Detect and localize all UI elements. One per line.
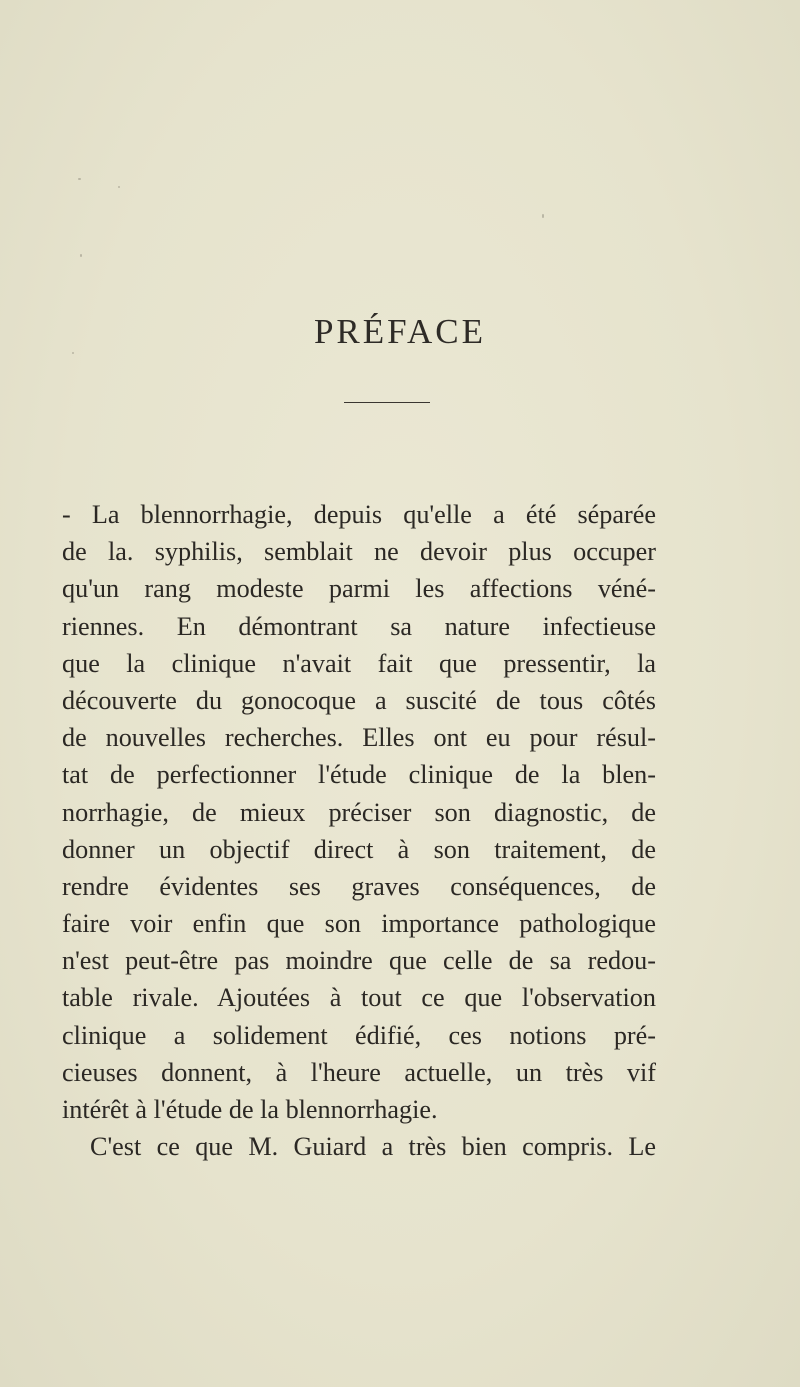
- page-title: PRÉFACE: [313, 312, 487, 351]
- text-line: cieuses donnent, à l'heure actuelle, un très vif: [62, 1057, 656, 1087]
- text-line: clinique a solidement édifié, ces notions pré-: [62, 1020, 656, 1050]
- text-line: qu'un rang modeste parmi les affections véné-: [62, 574, 656, 604]
- text-line: table rivale. Ajoutées à tout ce que l'observation: [62, 983, 656, 1013]
- paper-speck: [542, 214, 544, 218]
- text-line: de la. syphilis, semblait ne devoir plus occuper: [62, 537, 656, 567]
- text-line: de nouvelles recherches. Elles ont eu pour résul-: [62, 723, 656, 753]
- text-line: n'est peut-être pas moindre que celle de sa redou-: [62, 946, 656, 976]
- text-line: norrhagie, de mieux préciser son diagnostic, de: [62, 797, 656, 827]
- text-line: que la clinique n'avait fait que pressentir, la: [62, 648, 656, 678]
- paper-speck: [118, 186, 120, 188]
- paper-speck: [80, 254, 82, 257]
- text-line: donner un objectif direct à son traitement, de: [62, 834, 656, 864]
- title-rule: [344, 402, 430, 403]
- text-line: découverte du gonocoque a suscité de tous côtés: [62, 685, 656, 715]
- paper-speck: [78, 178, 81, 180]
- text-line: rendre évidentes ses graves conséquences, de: [62, 871, 656, 901]
- text-line: C'est ce que M. Guiard a très bien compris. Le: [90, 1132, 656, 1162]
- text-line: tat de perfectionner l'étude clinique de la blen-: [62, 760, 656, 790]
- text-line: riennes. En démontrant sa nature infectieuse: [62, 611, 656, 641]
- text-line: faire voir enfin que son importance pathologique: [62, 909, 656, 939]
- text-line: - La blennorrhagie, depuis qu'elle a été séparée: [62, 500, 656, 529]
- preface-body: [62, 496, 656, 1165]
- text-line: intérêt à l'étude de la blennorrhagie.: [62, 1095, 438, 1124]
- paper-speck: [72, 352, 74, 354]
